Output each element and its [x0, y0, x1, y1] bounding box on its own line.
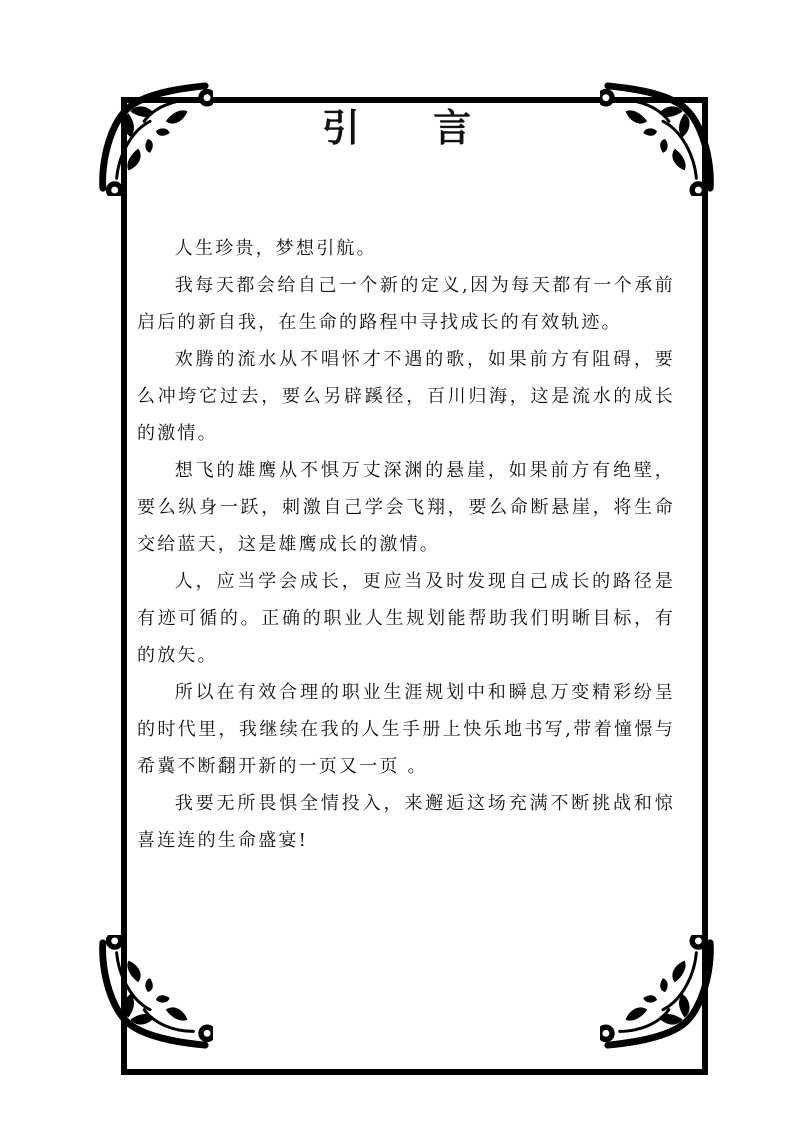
body-text	[137, 230, 675, 859]
paragraph: 我要无所畏惧全情投入，来邂逅这场充满不断挑战和惊喜连连的生命盛宴!	[137, 793, 675, 851]
page-title: 引 言	[321, 106, 502, 150]
paragraph: 想飞的雄鹰从不惧万丈深渊的悬崖，如果前方有绝壁，要么纵身一跃，刺激自己学会飞翔，要么命断悬崖，将生命交给蓝天，这是雄鹰成长的激情。	[137, 460, 675, 555]
paragraph: 人生珍贵，梦想引航。	[174, 238, 377, 259]
paragraph: 所以在有效合理的职业生涯规划中和瞬息万变精彩纷呈的时代里，我继续在我的人生手册上快乐地书写,带着憧憬与希冀不断翻开新的一页又一页 。	[137, 682, 675, 777]
paragraph: 欢腾的流水从不唱怀才不遇的歌，如果前方有阻碍，要么冲垮它过去，要么另辟蹊径，百川归海，这是流水的成长的激情。	[137, 349, 675, 444]
paragraph: 人，应当学会成长，更应当及时发现自己成长的路径是有迹可循的。正确的职业人生规划能帮助我们明晰目标，有的放矢。	[137, 571, 675, 666]
corner-flourish-icon	[95, 935, 213, 1053]
paragraph: 我每天都会给自己一个新的定义,因为每天都有一个承前启后的新自我，在生命的路程中寻找成长的有效轨迹。	[137, 275, 675, 333]
corner-flourish-icon	[600, 935, 718, 1053]
